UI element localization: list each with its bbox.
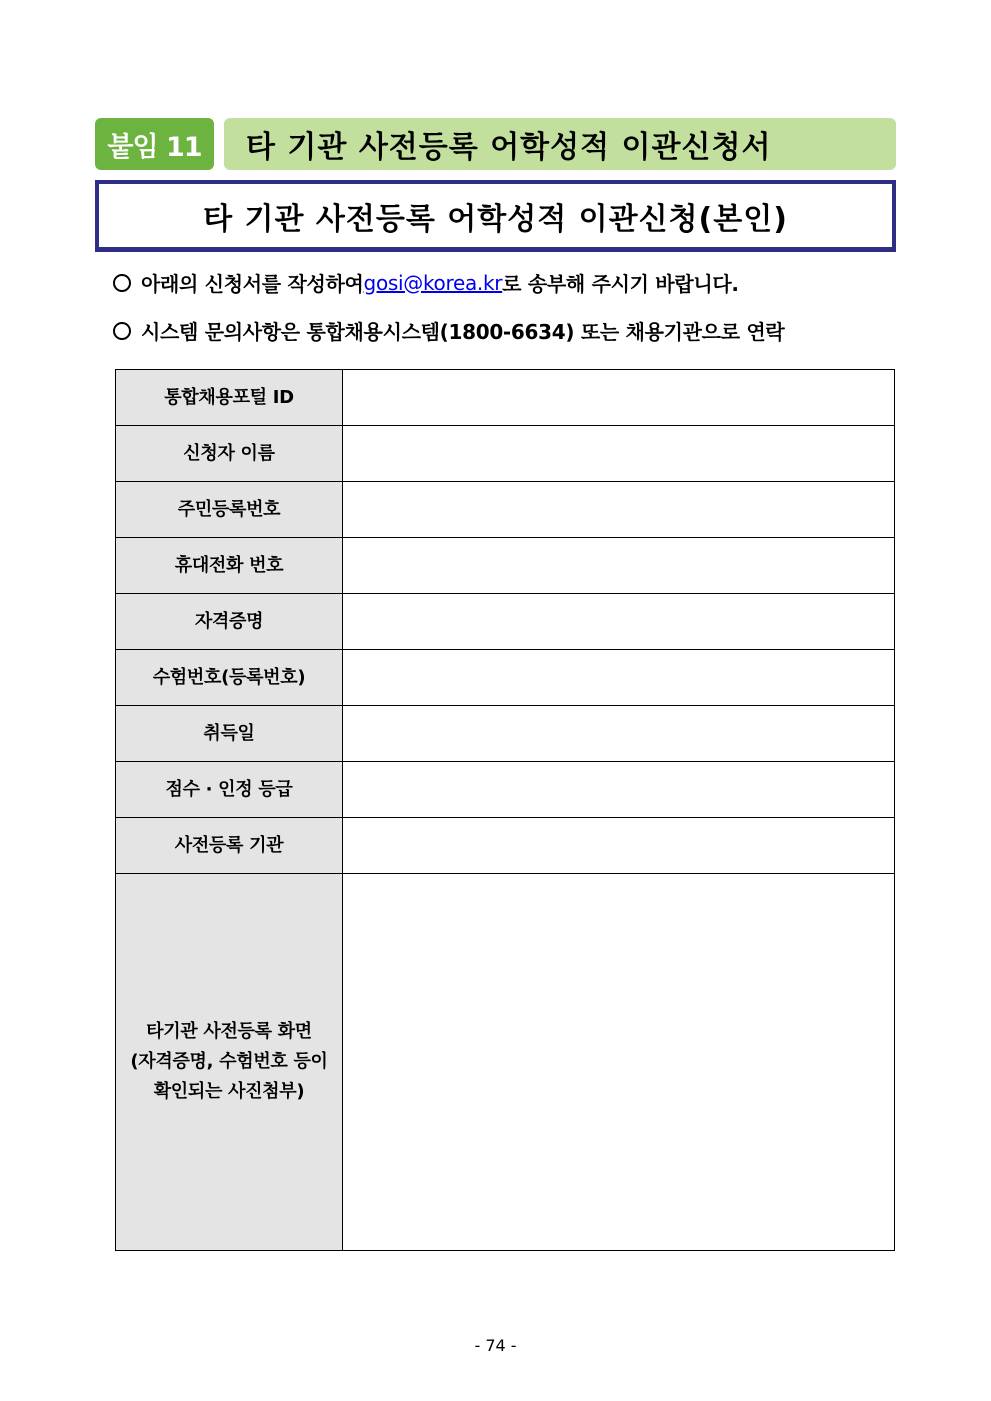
email-link[interactable]: gosi@korea.kr	[363, 270, 503, 295]
form-row-resident-number	[116, 482, 895, 538]
field-label: 사전등록 기관	[116, 818, 343, 874]
field-label: 휴대전화 번호	[116, 538, 343, 594]
registration-agency-field[interactable]	[343, 818, 895, 874]
field-label: 통합채용포털 ID	[116, 370, 343, 426]
resident-number-field[interactable]	[343, 482, 895, 538]
field-label: 자격증명	[116, 594, 343, 650]
attachment-label-line: (자격증명, 수험번호 등이	[130, 1051, 328, 1072]
form-row-portal-id	[116, 370, 895, 426]
photo-attachment-area[interactable]	[343, 874, 895, 1251]
instruction-contact	[113, 316, 784, 345]
attachment-label	[116, 874, 343, 1251]
field-label: 수험번호(등록번호)	[116, 650, 343, 706]
field-label: 신청자 이름	[116, 426, 343, 482]
attachment-label-line: 타기관 사전등록 화면	[146, 1021, 312, 1042]
page-number: - 74 -	[474, 1336, 517, 1355]
instruction-text: 로 송부해 주시기 바랍니다.	[502, 272, 739, 296]
attachment-title: 타 기관 사전등록 어학성적 이관신청서	[224, 118, 896, 170]
form-row-applicant-name	[116, 426, 895, 482]
form-row-registration-agency	[116, 818, 895, 874]
form-title: 타 기관 사전등록 어학성적 이관신청(본인)	[95, 180, 896, 252]
exam-number-field[interactable]	[343, 650, 895, 706]
mobile-number-field[interactable]	[343, 538, 895, 594]
form-row-mobile	[116, 538, 895, 594]
certificate-field[interactable]	[343, 594, 895, 650]
field-label: 주민등록번호	[116, 482, 343, 538]
form-row-exam-number	[116, 650, 895, 706]
form-row-score-grade	[116, 762, 895, 818]
acquired-date-field[interactable]	[343, 706, 895, 762]
attachment-label-line: 확인되는 사진첨부)	[153, 1081, 305, 1102]
portal-id-field[interactable]	[343, 370, 895, 426]
form-row-certificate	[116, 594, 895, 650]
form-row-attachment	[116, 874, 895, 1251]
attachment-badge: 붙임 11	[95, 118, 214, 170]
field-label: 점수 · 인정 등급	[116, 762, 343, 818]
instruction-text: 아래의 신청서를 작성하여	[141, 272, 364, 296]
application-form-table	[115, 369, 895, 1251]
applicant-name-field[interactable]	[343, 426, 895, 482]
field-label: 취득일	[116, 706, 343, 762]
attachment-header	[95, 118, 896, 170]
circle-bullet-icon	[113, 274, 131, 292]
form-row-acquired-date	[116, 706, 895, 762]
score-grade-field[interactable]	[343, 762, 895, 818]
circle-bullet-icon	[113, 322, 131, 340]
instruction-text: 시스템 문의사항은 통합채용시스템(1800-6634) 또는 채용기관으로 연락	[141, 320, 785, 344]
instruction-email	[113, 268, 739, 297]
